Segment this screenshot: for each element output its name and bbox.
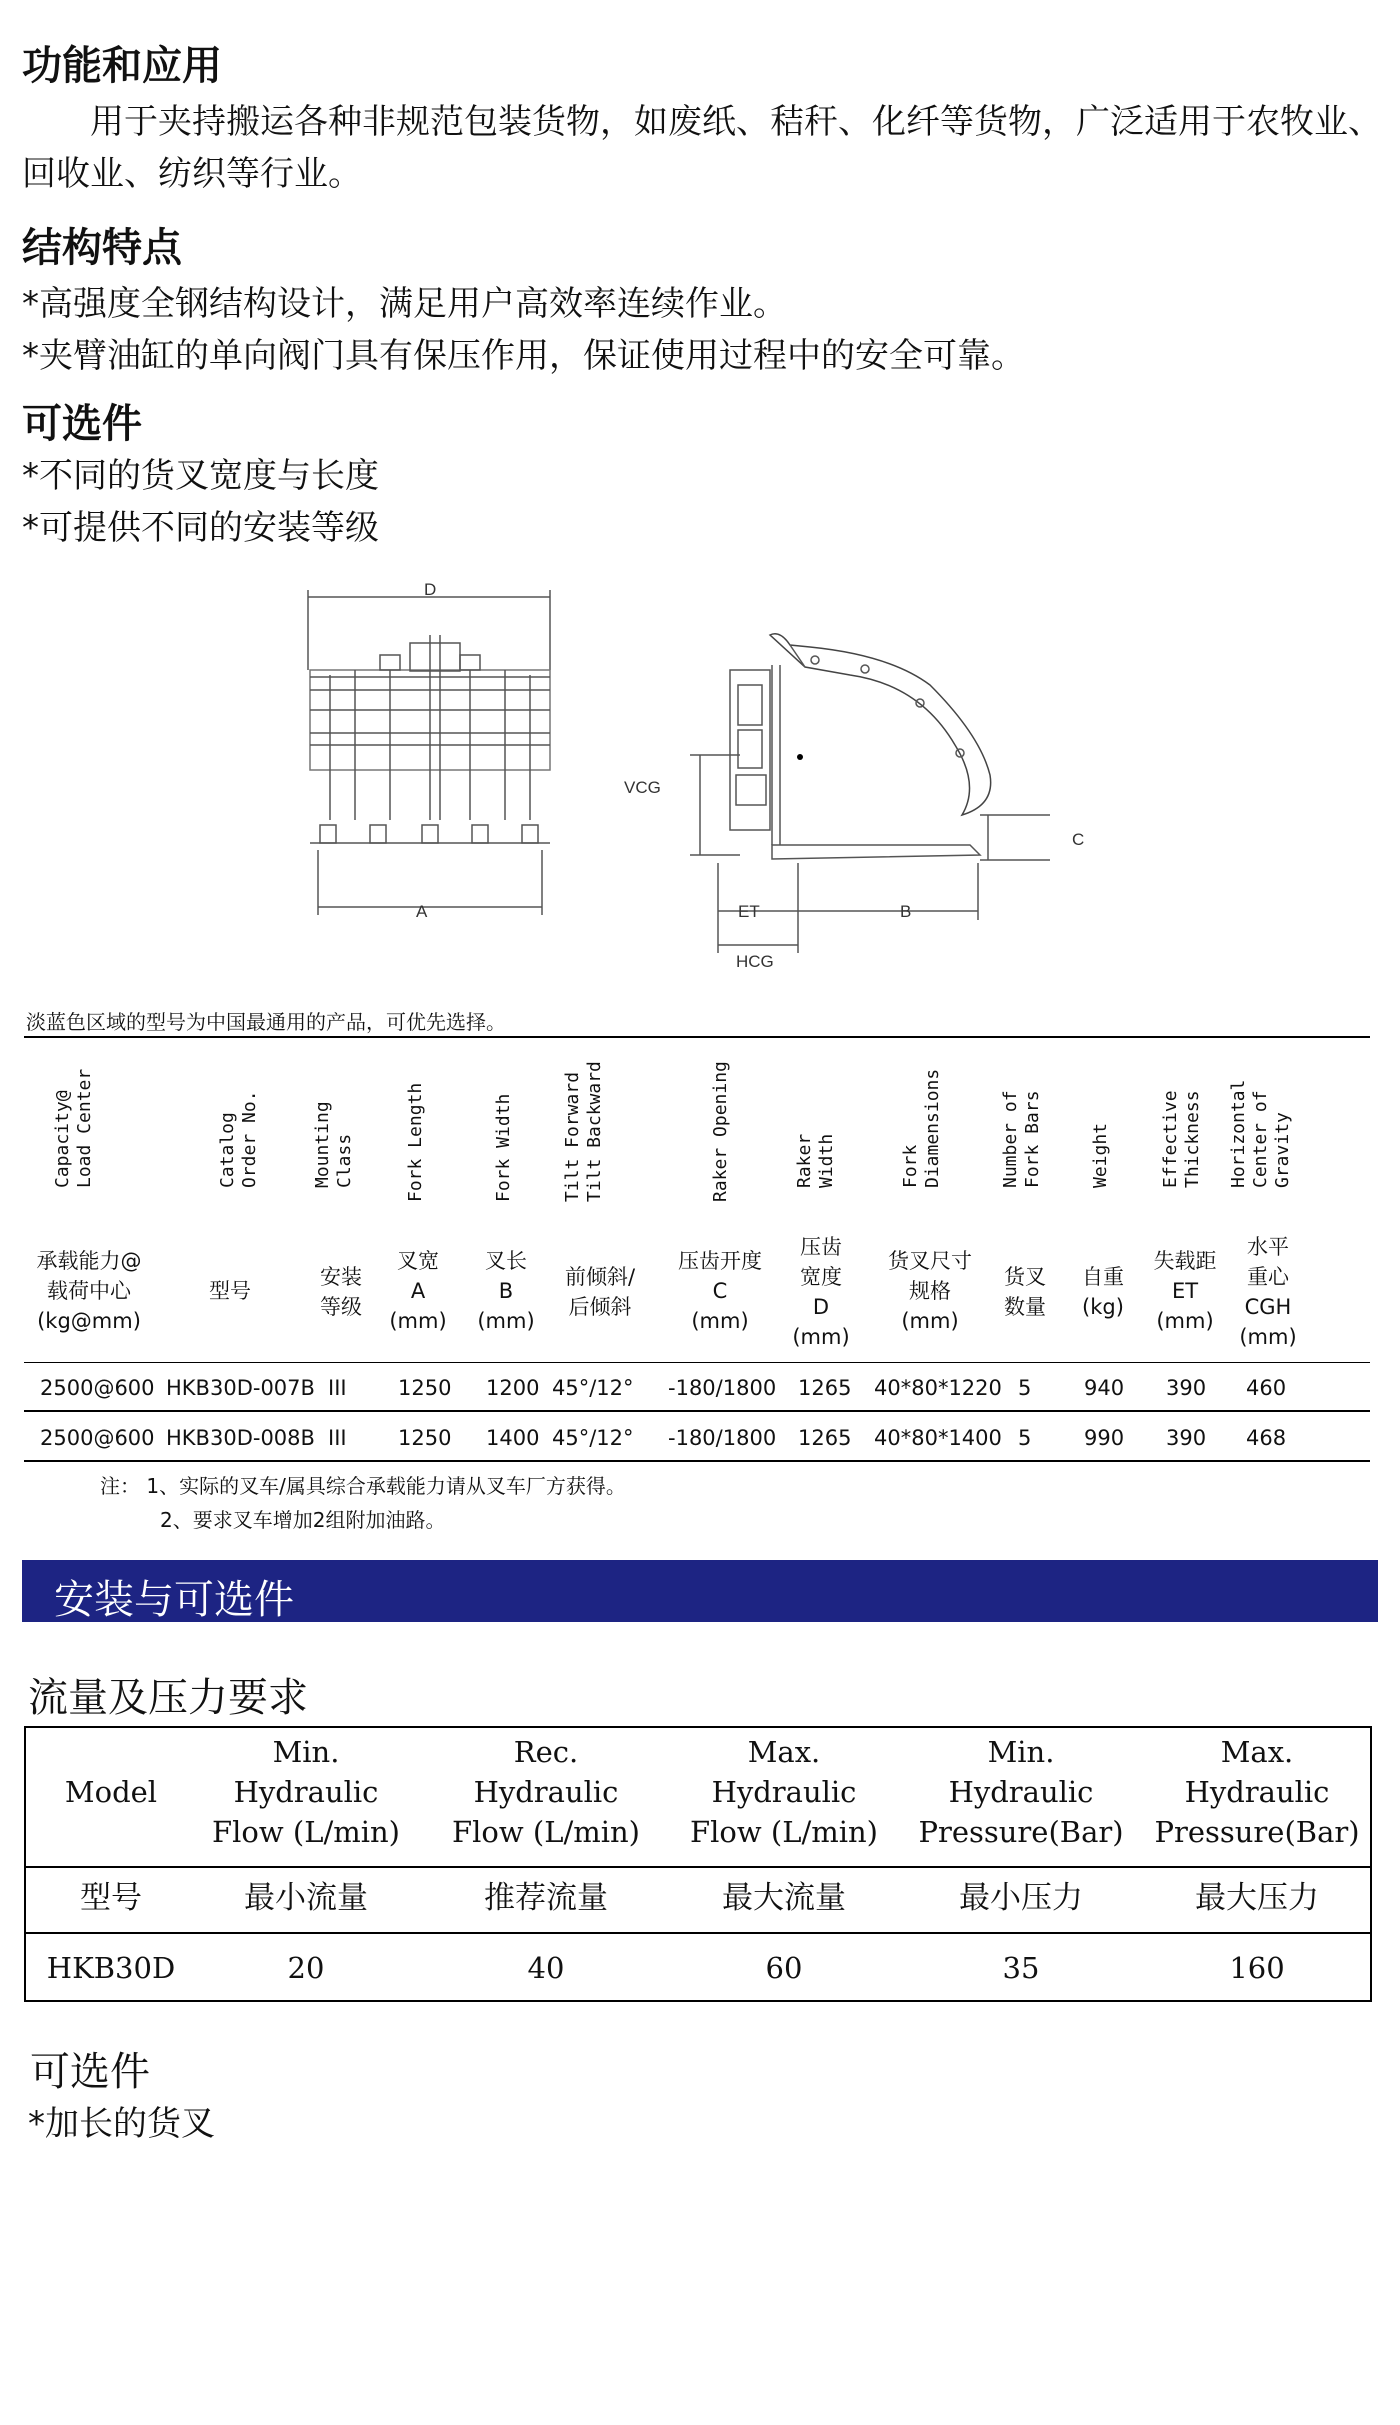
spec-header-en: Mounting Class [312,1101,355,1188]
note-1: 注： 1、实际的叉车/属具综合承载能力请从叉车厂方获得。 [100,1474,626,1498]
cell-opening: -180/1800 [668,1426,777,1450]
structure-item-1: *高强度全钢结构设计，满足用户高效率连续作业。 [22,284,787,324]
flow-header-cn: 最小流量 [244,1880,368,1916]
options-title: 可选件 [22,401,142,447]
cell-et: 390 [1166,1426,1207,1450]
spec-header-cn: 叉宽 A (mm) [389,1249,447,1333]
dim-label-b: B [900,902,912,921]
spec-header-en: Horizontal Center of Gravity [1228,1079,1293,1188]
cell-opening: -180/1800 [668,1376,777,1400]
flow-header-en: Model [64,1775,158,1809]
options2-title: 可选件 [30,2049,150,2095]
front-view [308,590,550,915]
cell-fork-dim: 40*80*1220 [874,1376,1002,1400]
spec-header-cn: 自重 (kg) [1082,1265,1124,1319]
spec-header-en: Tilt Forward Tilt Backward [562,1061,605,1202]
flow-header-cn: 最大流量 [722,1880,846,1916]
options-item-1: *不同的货叉宽度与长度 [22,456,379,496]
spec-header-cn: 前倾斜/ 后倾斜 [564,1265,636,1319]
cell-tilt: 45°/12° [552,1376,634,1400]
spec-table-top-rule [24,1036,1370,1038]
spec-header-cn: 安装 等级 [320,1265,362,1319]
spec-header-cn: 失载距 ET (mm) [1153,1249,1217,1333]
spec-header-cn: 货叉 数量 [1004,1265,1046,1319]
dim-label-et: ET [738,902,760,921]
cell-length: 1200 [486,1376,540,1400]
spec-header-en: Capacity@ Load Center [52,1068,95,1188]
spec-header-cn: 承载能力@ 载荷中心 (kg@mm) [36,1249,142,1333]
dim-label-a: A [416,902,428,921]
cell-fork-dim: 40*80*1400 [874,1426,1002,1450]
spec-header-en: Catalog Order No. [217,1090,260,1188]
section-banner [22,1560,1378,1622]
structure-title: 结构特点 [22,225,182,271]
spec-header-en: Raker Width [794,1133,837,1188]
cell-model: HKB30D-008B [166,1426,315,1450]
cell-model: HKB30D-007B [166,1376,315,1400]
note-2: 2、要求叉车增加2组附加油路。 [160,1508,446,1532]
spec-table-bottom-rule [24,1460,1370,1462]
function-title: 功能和应用 [22,43,222,89]
cell-width: 1250 [398,1376,452,1400]
table-note: 淡蓝色区域的型号为中国最通用的产品，可优先选择。 [26,1010,506,1034]
spec-header-cn: 叉长 B (mm) [477,1249,535,1333]
center-of-gravity-dot [797,754,803,760]
spec-header-en: Effective Thickness [1160,1090,1203,1188]
flow-table [24,1726,1372,2002]
flow-header-cn: 型号 [80,1880,142,1916]
options2-item-1: *加长的货叉 [28,2104,215,2144]
cell-weight: 990 [1084,1426,1125,1450]
flow-cell-max-pressure: 160 [1229,1951,1285,1985]
spec-header-en: Number of Fork Bars [1000,1090,1043,1188]
cell-class: III [328,1376,347,1400]
flow-cell-model: HKB30D [46,1951,176,1985]
dim-label-c: C [1072,830,1085,849]
flow-header-en: Max. Hydraulic Pressure(Bar) [1154,1735,1360,1849]
clamp-diagram [290,575,1110,975]
spec-header-en: Fork Diamensions [900,1068,943,1188]
cell-fork-count: 5 [1018,1426,1032,1450]
cell-cgh: 468 [1246,1426,1287,1450]
flow-cell-rec-flow: 40 [527,1951,565,1985]
spec-header-cn: 水平 重心 CGH (mm) [1239,1235,1297,1349]
dim-label-vcg: VCG [624,778,661,797]
cell-width: 1250 [398,1426,452,1450]
cell-capacity: 2500@600 [40,1376,155,1400]
cell-raker-width: 1265 [798,1376,852,1400]
flow-header-cn: 最大压力 [1195,1880,1319,1916]
flow-title: 流量及压力要求 [28,1675,308,1721]
flow-header-en: Max. Hydraulic Flow (L/min) [689,1735,878,1849]
spec-header-en: Fork Length [405,1082,426,1202]
spec-table-row-rule [24,1410,1370,1412]
cell-cgh: 460 [1246,1376,1287,1400]
cell-tilt: 45°/12° [552,1426,634,1450]
flow-header-cn: 推荐流量 [484,1880,608,1916]
structure-item-2: *夹臂油缸的单向阀门具有保压作用，保证使用过程中的安全可靠。 [22,336,1025,376]
flow-header-en: Min. Hydraulic Flow (L/min) [211,1735,400,1849]
dim-label-d: D [424,580,437,599]
spec-table-header-rule [24,1362,1370,1363]
banner-title: 安装与可选件 [54,1577,294,1623]
flow-cell-min-pressure: 35 [1002,1951,1040,1985]
options-item-2: *可提供不同的安装等级 [22,508,379,548]
cell-capacity: 2500@600 [40,1426,155,1450]
cell-fork-count: 5 [1018,1376,1032,1400]
flow-cell-min-flow: 20 [287,1951,325,1985]
flow-header-en: Min. Hydraulic Pressure(Bar) [918,1735,1124,1849]
cell-weight: 940 [1084,1376,1125,1400]
spec-header-cn: 压齿 宽度 D (mm) [792,1235,850,1349]
spec-header-cn: 型号 [209,1279,251,1303]
dim-label-hcg: HCG [736,952,774,971]
cell-length: 1400 [486,1426,540,1450]
spec-header-en: Raker Opening [710,1061,731,1202]
flow-header-en: Rec. Hydraulic Flow (L/min) [451,1735,640,1849]
spec-header-cn: 货叉尺寸 规格 (mm) [888,1249,972,1333]
flow-cell-max-flow: 60 [765,1951,803,1985]
spec-header-en: Fork Width [493,1093,514,1202]
function-text: 用于夹持搬运各种非规范包装货物，如废纸、秸秆、化纤等货物，广泛适用于农牧业、回收业、纺织等行业。 [22,102,1382,194]
spec-header-cn: 压齿开度 C (mm) [678,1249,762,1333]
spec-header-en: Weight [1090,1122,1111,1188]
cell-raker-width: 1265 [798,1426,852,1450]
flow-header-cn: 最小压力 [959,1880,1083,1916]
cell-et: 390 [1166,1376,1207,1400]
cell-class: III [328,1426,347,1450]
